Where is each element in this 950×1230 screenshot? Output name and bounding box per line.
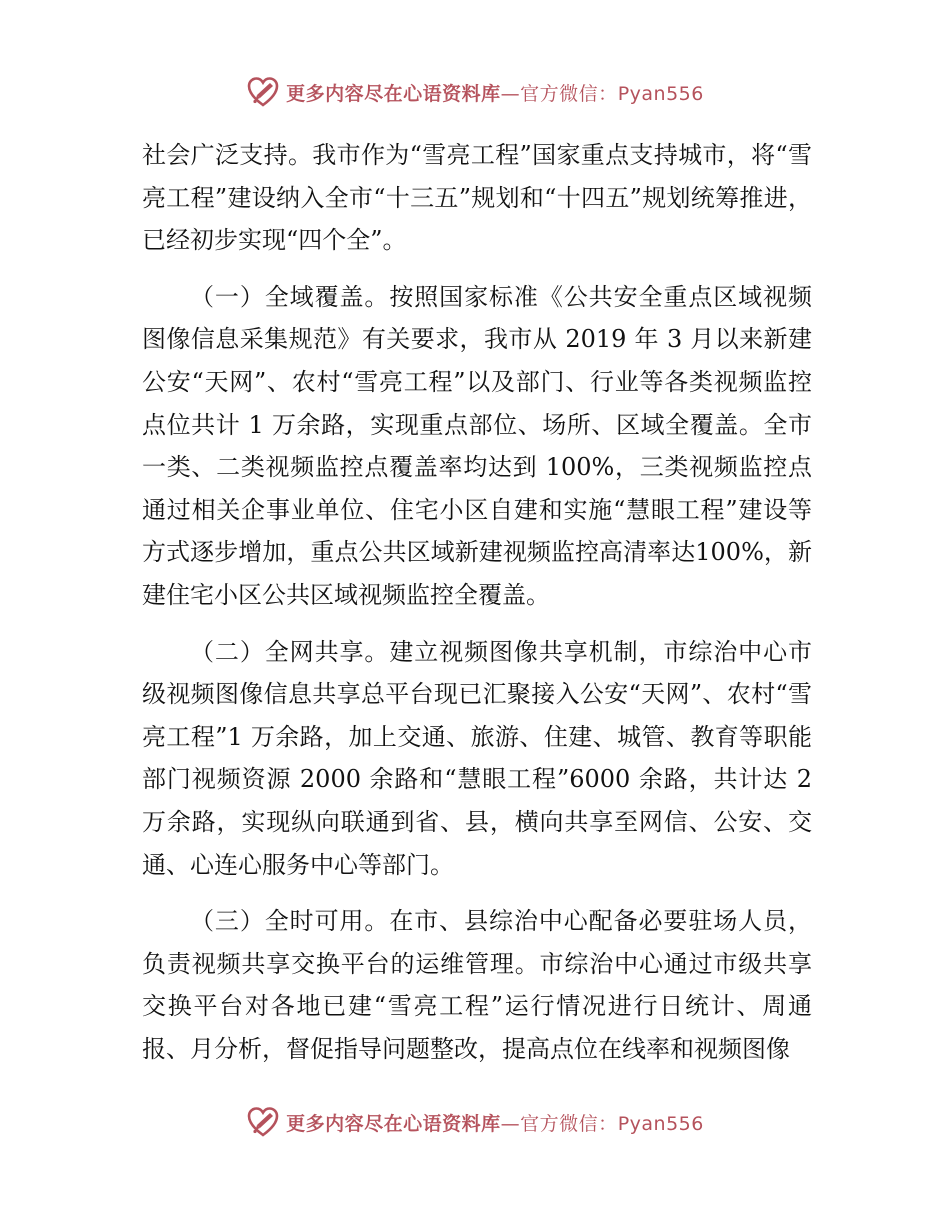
watermark-dash: — [500, 82, 521, 105]
watermark-text [286, 1109, 704, 1136]
watermark-main-text: 更多内容尽在心语资料库 [286, 1112, 501, 1135]
watermark-dash: — [500, 1112, 521, 1135]
document-body [142, 134, 812, 1070]
paragraph-section-2: （二）全网共享。建立视频图像共享机制，市综治中心市级视频图像信息共享总平台现已汇聚接入公安“天网”、农村“雪亮工程”1 万余路，加上交通、旅游、住建、城管、教育等职能部门视频资源 2000 余路和“慧眼工程”6000 余路，共计达 2 万余路，实现纵向联通到省、县，横向共享至网信、公安、交通、心连心服务中心等部门。 [142, 637, 812, 879]
footer-watermark [0, 1102, 950, 1142]
heart-pen-logo-icon [246, 1105, 280, 1139]
watermark-main-text: 更多内容尽在心语资料库 [286, 82, 501, 105]
watermark-text [286, 79, 704, 106]
watermark-wechat-id: Pyan556 [617, 82, 704, 105]
paragraph-section-3: （三）全时可用。在市、县综治中心配备必要驻场人员，负责视频共享交换平台的运维管理。市综治中心通过市级共享交换平台对各地已建“雪亮工程”运行情况进行日统计、周通报、月分析，督促指导问题整改，提高点位在线率和视频图像 [142, 907, 812, 1063]
watermark-label: 官方微信： [520, 1112, 618, 1135]
heart-pen-logo-icon [246, 75, 280, 109]
paragraph-intro: 社会广泛支持。我市作为“雪亮工程”国家重点支持城市，将“雪亮工程”建设纳入全市“十三五”规划和“十四五”规划统筹推进，已经初步实现“四个全”。 [142, 141, 812, 255]
header-watermark [0, 72, 950, 112]
watermark-label: 官方微信： [520, 82, 618, 105]
paragraph-section-1: （一）全域覆盖。按照国家标准《公共安全重点区域视频图像信息采集规范》有关要求，我市从 2019 年 3 月以来新建公安“天网”、农村“雪亮工程”以及部门、行业等各类视频监控点位共计 1 万余路，实现重点部位、场所、区域全覆盖。全市一类、二类视频监控点覆盖率均达到 100%，三类视频监控点通过相关企事业单位、住宅小区自建和实施“慧眼工程”建设等方式逐步增加，重点公共区域新建视频监控高清率达100%，新建住宅小区公共区域视频监控全覆盖。 [142, 282, 812, 609]
watermark-wechat-id: Pyan556 [617, 1112, 704, 1135]
